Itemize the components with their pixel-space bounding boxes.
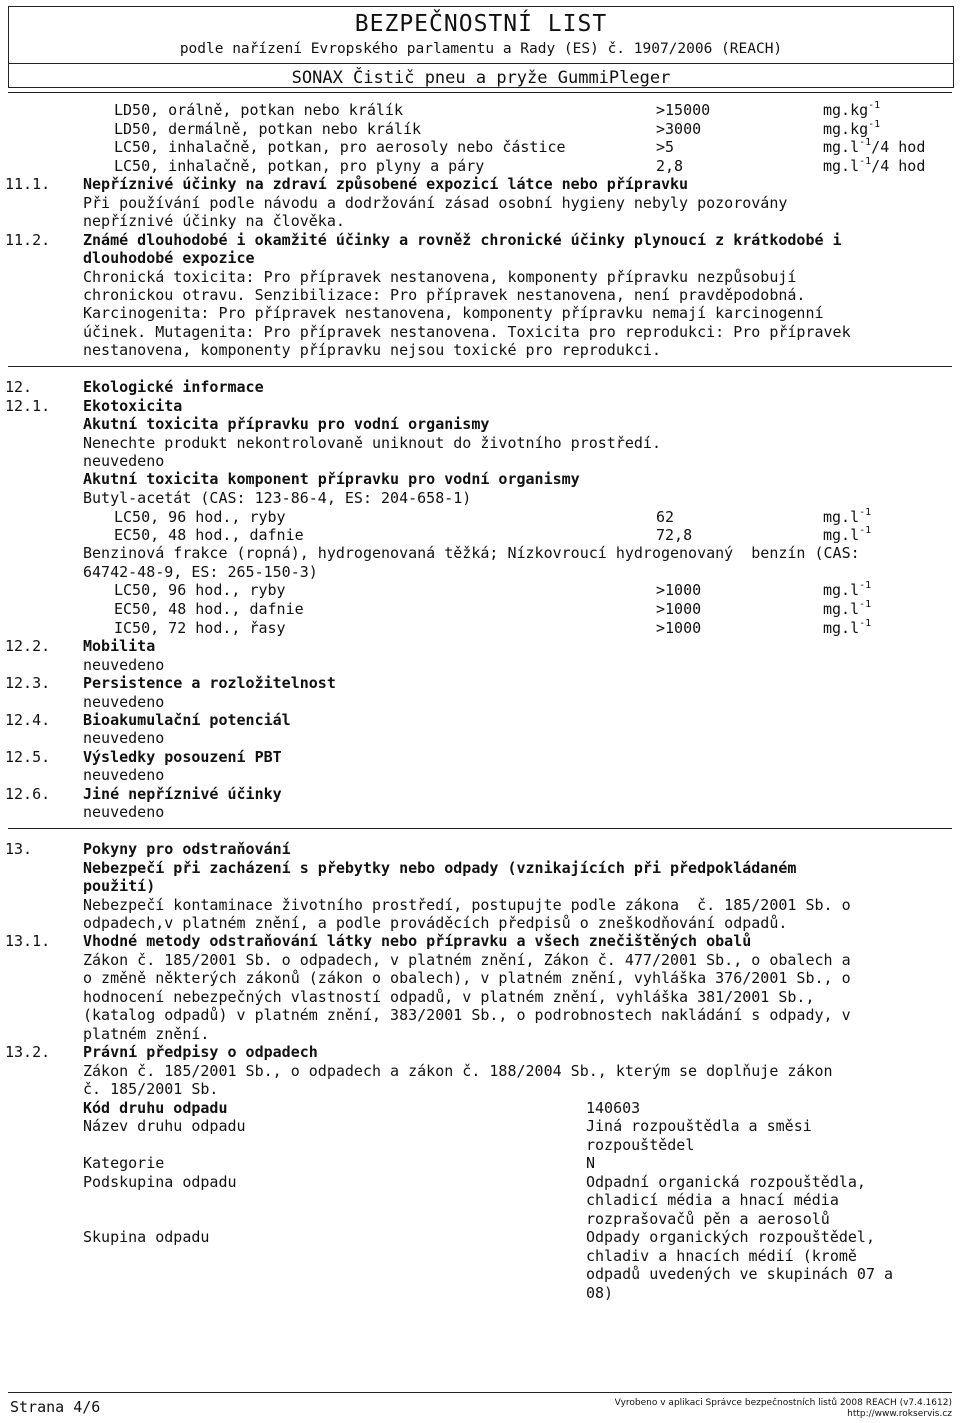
waste-code-label: Kód druhu odpadu: [83, 1099, 228, 1117]
section-heading: Výsledky posouzení PBT: [83, 748, 282, 766]
section-heading: dlouhodobé expozice: [83, 249, 255, 267]
waste-category-label: Kategorie: [83, 1154, 165, 1172]
waste-code-value: 140603: [586, 1099, 641, 1117]
document-title: BEZPEČNOSTNÍ LIST: [354, 11, 608, 37]
section-number: 13.2.: [5, 1043, 51, 1061]
waste-subgroup-value: Odpadní organická rozpouštědla,: [586, 1173, 866, 1191]
waste-name-label: Název druhu odpadu: [83, 1117, 246, 1135]
tox-row-unit: $mg.l^{-1}/4$ hod: [823, 156, 926, 175]
waste-name-value: rozpouštědel: [586, 1136, 695, 1154]
tox-row-unit: $mg.l^{-1}/4$ hod: [823, 137, 926, 156]
text-line: neuvedeno: [83, 766, 165, 784]
text-line: platném znění.: [83, 1025, 210, 1043]
text-line: neuvedeno: [83, 452, 165, 470]
section-number: 12.1.: [5, 397, 51, 415]
footer-link[interactable]: http://www.rokservis.cz: [847, 1409, 952, 1419]
waste-category-value: N: [586, 1154, 596, 1172]
section-number: 11.1.: [5, 175, 51, 193]
ecotox-row-unit: $mg.l^{-1}$: [823, 580, 872, 599]
section-heading: Mobilita: [83, 637, 156, 655]
section-divider: [8, 366, 952, 367]
section-number: 12.6.: [5, 785, 51, 803]
tox-row-value: >15000: [656, 101, 711, 119]
section-heading: Pokyny pro odstraňování: [83, 840, 291, 858]
ecotox-row-value: >1000: [656, 619, 702, 637]
text-line: Chronická toxicita: Pro přípravek nestanovena, komponenty přípravku nezpůsobují: [83, 268, 797, 286]
product-name: SONAX Čistič pneu a pryže GummiPleger: [291, 68, 671, 88]
waste-subgroup-value: chladicí média a hnací média: [586, 1191, 839, 1209]
text-line: neuvedeno: [83, 656, 165, 674]
waste-name-value: Jiná rozpouštědla a směsi: [586, 1117, 812, 1135]
text-line: Nebezpečí kontaminace životního prostředí, postupujte podle zákona č. 185/2001 Sb. o: [83, 896, 851, 914]
section-number: 12.2.: [5, 637, 51, 655]
text-line: Karcinogenita: Pro přípravek nestanovena, komponenty přípravku nemají karcinogenní: [83, 304, 824, 322]
text-line: Nenechte produkt nekontrolovaně uniknout do životního prostředí.: [83, 434, 661, 452]
text-line: Zákon č. 185/2001 Sb. o odpadech, v platném znění, Zákon č. 477/2001 Sb., o obalech a: [83, 951, 851, 969]
text-line: o změně některých zákonů (zákon o obalech), v platném znění, vyhláška 376/2001 Sb., o: [83, 969, 851, 987]
ecotox-row-value: >1000: [656, 581, 702, 599]
waste-group-value: chladiv a hnacích médií (kromě: [586, 1247, 857, 1265]
text-line: nepříznivé účinky na člověka.: [83, 212, 345, 230]
section-heading: Vhodné metody odstraňování látky nebo přípravku a všech znečištěných obalů: [83, 932, 752, 950]
component-name: 64742-48-9, ES: 265-150-3): [83, 563, 318, 581]
section-number: 11.2.: [5, 231, 51, 249]
text-line: č. 185/2001 Sb.: [83, 1080, 219, 1098]
page-number: Strana 4/6: [10, 1398, 101, 1416]
section-heading: Známé dlouhodobé i okamžité účinky a rovněž chronické účinky plynoucí z krátkodobé i: [83, 231, 842, 249]
section-divider: [8, 828, 952, 829]
waste-group-value: 08): [586, 1284, 614, 1302]
text-line: nestanovena, komponenty přípravku nejsou toxické pro reprodukci.: [83, 341, 661, 359]
tox-row-unit: $mg.kg^{-1}$: [823, 100, 881, 119]
document-header: [8, 6, 954, 88]
ecotox-row-label: IC50, 72 hod., řasy: [114, 619, 286, 637]
section-number: 12.3.: [5, 674, 51, 692]
waste-subgroup-value: rozprašovačů pěn a aerosolů: [586, 1210, 830, 1228]
tox-row-unit: $mg.kg^{-1}$: [823, 119, 881, 138]
header-divider: [9, 63, 953, 64]
tox-row-label: LC50, inhalačně, potkan, pro plyny a páry: [114, 157, 485, 175]
ecotox-row-value: 72,8: [656, 526, 693, 544]
ecotox-row-label: LC50, 96 hod., ryby: [114, 508, 286, 526]
section-heading: Bioakumulační potenciál: [83, 711, 291, 729]
section-heading: Persistence a rozložitelnost: [83, 674, 336, 692]
waste-group-label: Skupina odpadu: [83, 1228, 210, 1246]
subheading: použití): [83, 877, 156, 895]
ecotox-row-label: EC50, 48 hod., dafnie: [114, 600, 304, 618]
section-heading: Ekotoxicita: [83, 397, 183, 415]
section-number: 13.: [5, 840, 33, 858]
text-line: hodnocení nebezpečných vlastností odpadů, v platném znění, vyhláška 381/2001 Sb.,: [83, 988, 815, 1006]
component-name: Butyl-acetát (CAS: 123-86-4, ES: 204-658-1): [83, 489, 472, 507]
waste-subgroup-label: Podskupina odpadu: [83, 1173, 237, 1191]
tox-row-value: >3000: [656, 120, 702, 138]
tox-row-label: LD50, orálně, potkan nebo králík: [114, 101, 403, 119]
text-line: Zákon č. 185/2001 Sb., o odpadech a zákon č. 188/2004 Sb., kterým se doplňuje zákon: [83, 1062, 833, 1080]
section-heading: Nepříznivé účinky na zdraví způsobené expozicí látce nebo přípravku: [83, 175, 689, 193]
tox-row-label: LC50, inhalačně, potkan, pro aerosoly nebo částice: [114, 138, 566, 156]
waste-group-value: odpadů uvedených ve skupinách 07 a: [586, 1265, 894, 1283]
ecotox-row-value: >1000: [656, 600, 702, 618]
text-line: neuvedeno: [83, 693, 165, 711]
subheading: Nebezpečí při zacházení s přebytky nebo odpady (vznikajících při předpokládaném: [83, 859, 797, 877]
text-line: Při používání podle návodu a dodržování zásad osobní hygieny nebyly pozorovány: [83, 194, 788, 212]
ecotox-row-unit: $mg.l^{-1}$: [823, 507, 872, 526]
ecotox-row-label: EC50, 48 hod., dafnie: [114, 526, 304, 544]
section-number: 13.1.: [5, 932, 51, 950]
ecotox-row-unit: $mg.l^{-1}$: [823, 618, 872, 637]
ecotox-row-unit: $mg.l^{-1}$: [823, 525, 872, 544]
component-name: Benzinová frakce (ropná), hydrogenovaná těžká; Nízkovroucí hydrogenovaný benzín (CAS:: [83, 544, 860, 562]
ecotox-row-label: LC50, 96 hod., ryby: [114, 581, 286, 599]
tox-row-value: >5: [656, 138, 675, 156]
text-line: neuvedeno: [83, 729, 165, 747]
footer-rule: [8, 1392, 952, 1393]
waste-group-value: Odpady organických rozpouštědel,: [586, 1228, 875, 1246]
ecotox-row-value: 62: [656, 508, 675, 526]
text-line: chronickou otravu. Senzibilizace: Pro přípravek nestanovena, není pravděpodobná.: [83, 286, 806, 304]
header-bottom-rule: [8, 92, 952, 93]
section-number: 12.4.: [5, 711, 51, 729]
section-number: 12.: [5, 378, 33, 396]
generator-note: Vyrobeno v aplikaci Správce bezpečnostních listů 2008 REACH (v7.4.1612): [614, 1398, 952, 1408]
ecotox-row-unit: $mg.l^{-1}$: [823, 599, 872, 618]
section-number: 12.5.: [5, 748, 51, 766]
text-line: účinek. Mutagenita: Pro přípravek nestanovena. Toxicita pro reprodukci: Pro přípravek: [83, 323, 851, 341]
tox-row-label: LD50, dermálně, potkan nebo králík: [114, 120, 422, 138]
text-line: (katalog odpadů) v platném znění, 383/2001 Sb., o podrobnostech nakládání s odpady, v: [83, 1006, 851, 1024]
text-line: neuvedeno: [83, 803, 165, 821]
subheading: Akutní toxicita komponent přípravku pro vodní organismy: [83, 470, 580, 488]
subheading: Akutní toxicita přípravku pro vodní organismy: [83, 415, 490, 433]
section-heading: Právní předpisy o odpadech: [83, 1043, 318, 1061]
tox-row-value: 2,8: [656, 157, 684, 175]
section-heading: Ekologické informace: [83, 378, 264, 396]
text-line: odpadech,v platném znění, a podle prováděcích předpisů o zneškodňování odpadů.: [83, 914, 788, 932]
regulation-line: podle nařízení Evropského parlamentu a Rady (ES) č. 1907/2006 (REACH): [179, 41, 783, 57]
section-heading: Jiné nepříznivé účinky: [83, 785, 282, 803]
